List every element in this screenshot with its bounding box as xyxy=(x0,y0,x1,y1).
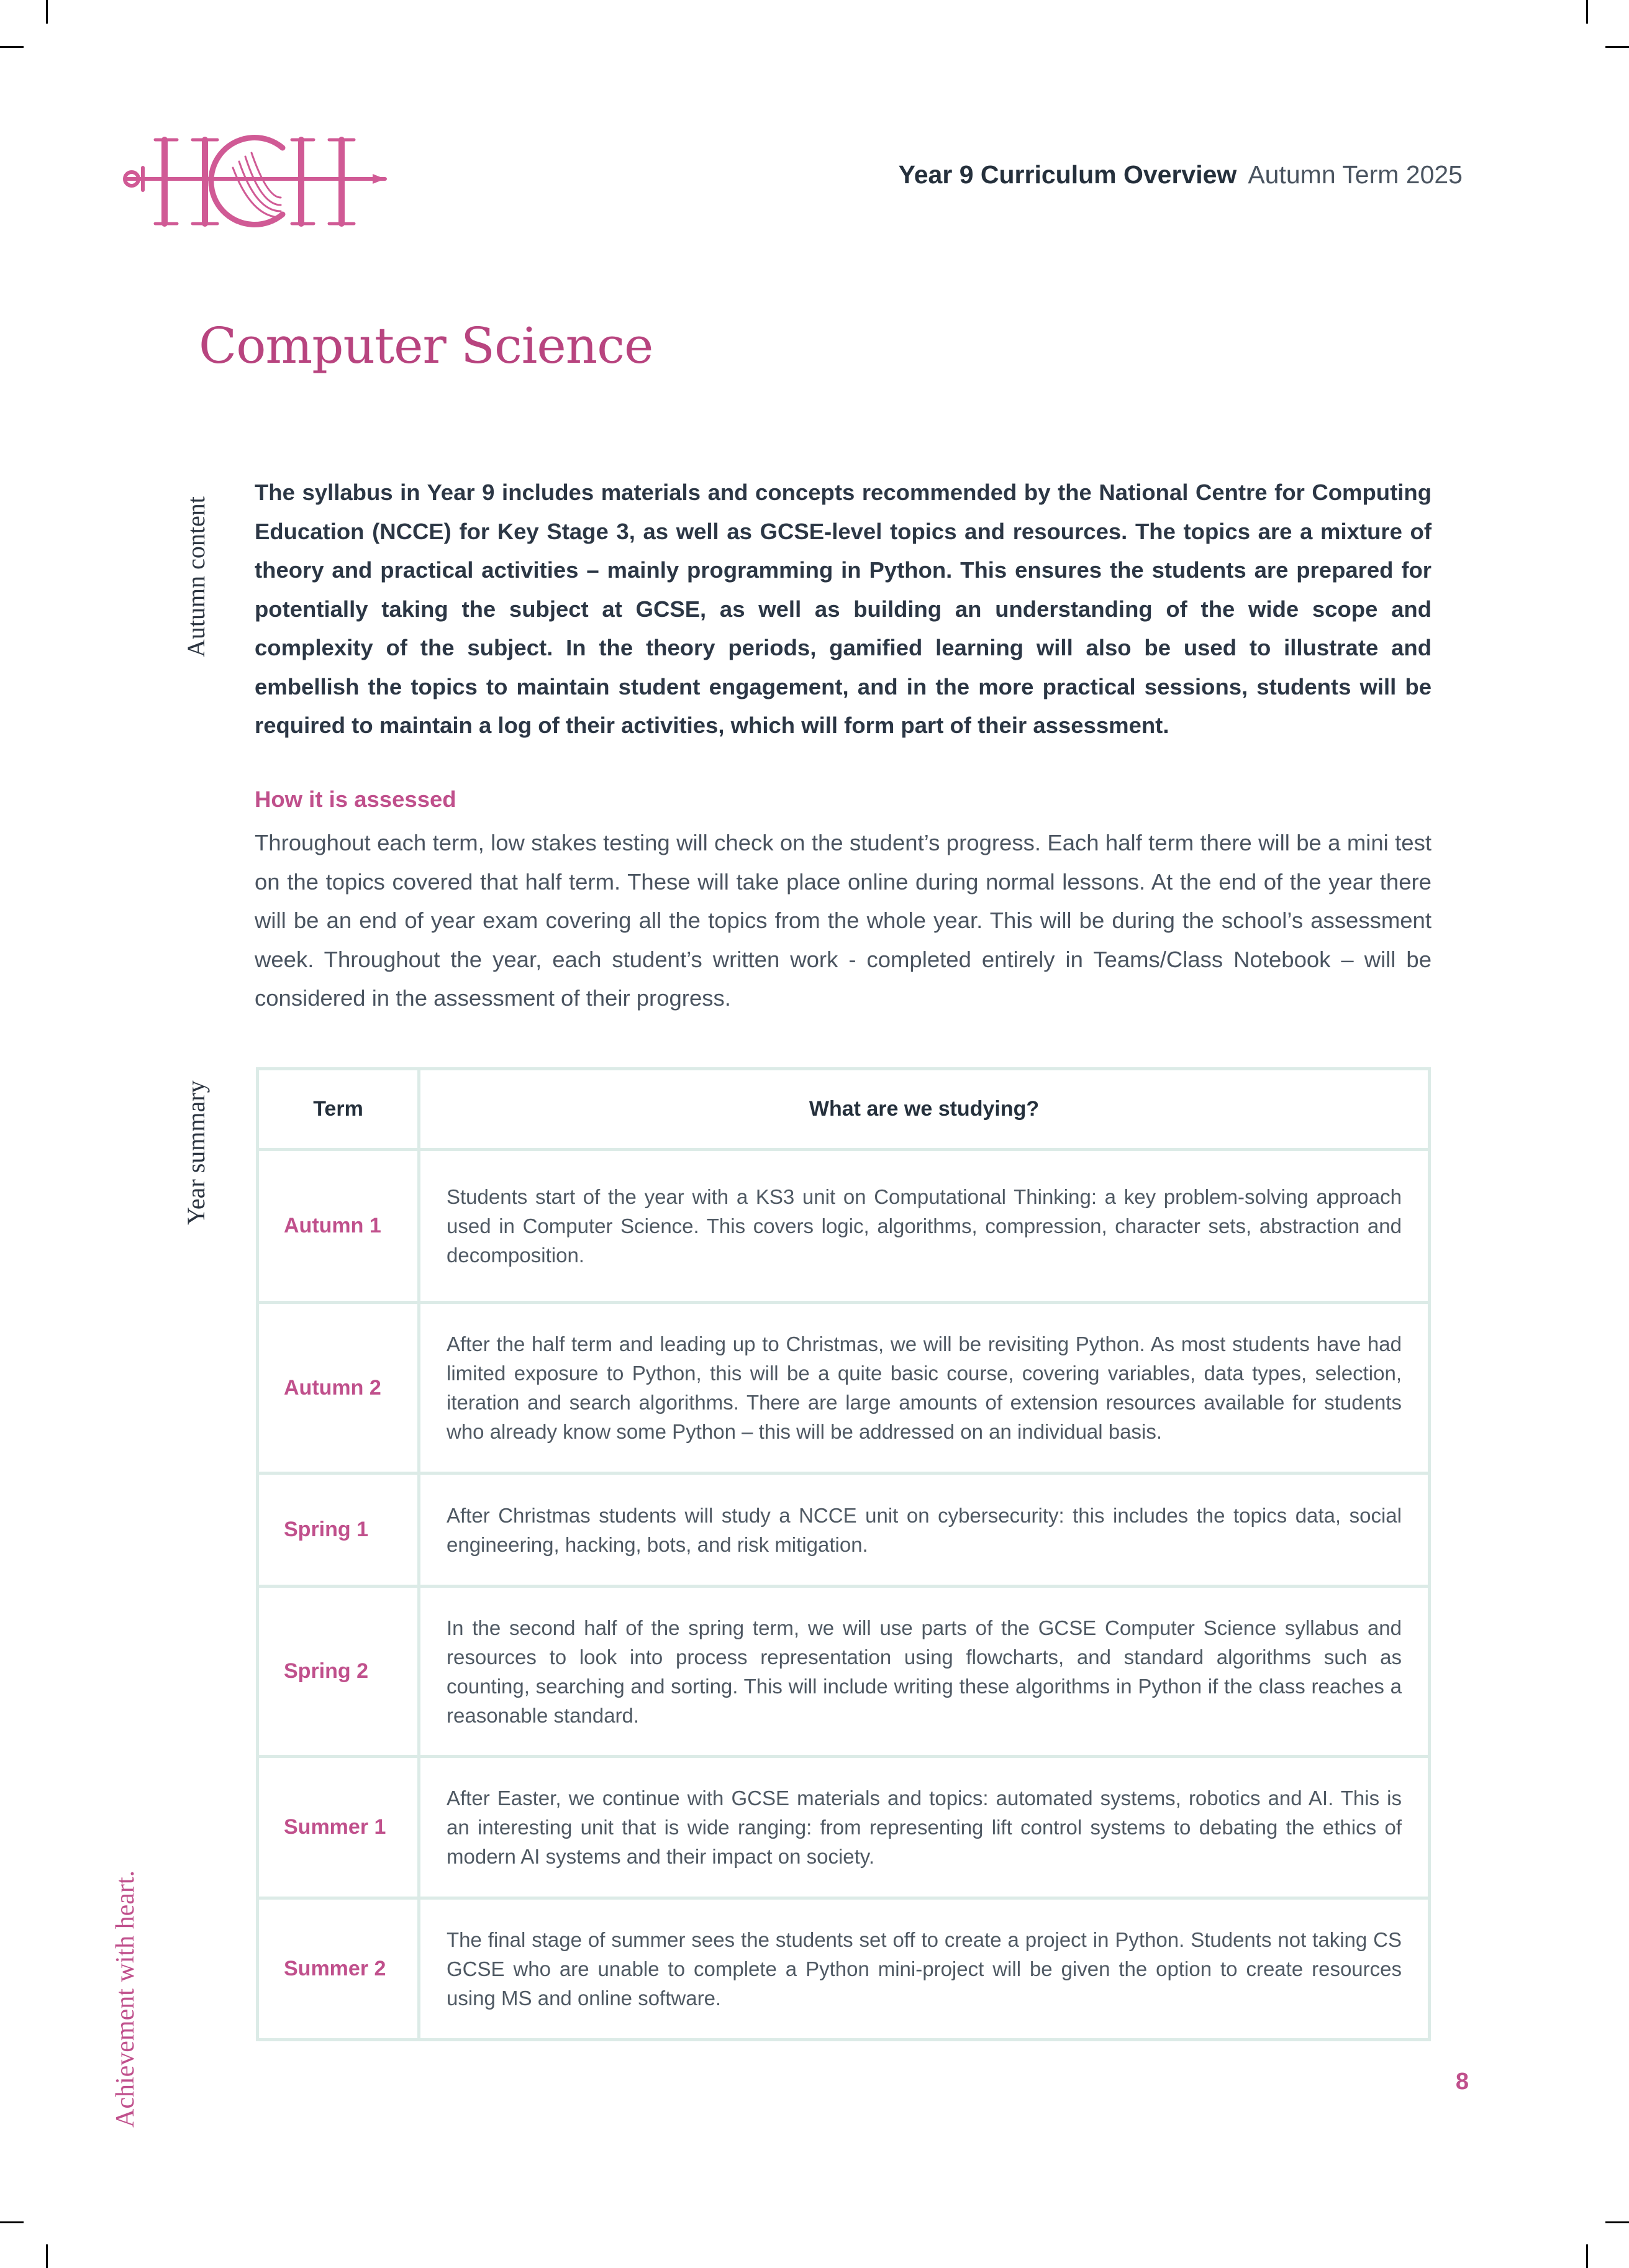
term-cell: Autumn 2 xyxy=(258,1303,419,1473)
crop-mark xyxy=(46,0,48,24)
description-cell: Students start of the year with a KS3 unit on Computational Thinking: a key problem-solving approach used in Computer Science. This covers logic, algorithms, compression, character sets, abstraction and decomposition. xyxy=(419,1150,1430,1303)
description-cell: After the half term and leading up to Christmas, we will be revisiting Python. As most students have had limited exposure to Python, this will be a quite basic course, covering variables, data types, selection, iteration and search algorithms. There are large amounts of extension resources available for students who already know some Python – this will be addressed on an individual basis. xyxy=(419,1303,1430,1473)
description-cell: After Christmas students will study a NCCE unit on cybersecurity: this includes the topics data, social engineering, hacking, bots, and risk mitigation. xyxy=(419,1473,1430,1587)
description-cell: The final stage of summer sees the students set off to create a project in Python. Students not taking CS GCSE who are unable to complete a Python mini-project will be given the option to create resources using MS and online software. xyxy=(419,1898,1430,2040)
year-summary-table xyxy=(256,1067,1431,2041)
term-cell: Spring 2 xyxy=(258,1587,419,1757)
table-row xyxy=(258,1757,1430,1898)
crop-mark xyxy=(1605,2221,1629,2223)
term-cell: Summer 1 xyxy=(258,1757,419,1898)
description-cell: After Easter, we continue with GCSE materials and topics: automated systems, robotics and AI. This is an interesting unit that is wide ranging: from representing lift control systems to debating the ethics of modern AI systems and their impact on society. xyxy=(419,1757,1430,1898)
term-cell: Summer 2 xyxy=(258,1898,419,2040)
page-number: 8 xyxy=(1455,2069,1469,2095)
side-label-tagline: Achievement with heart. xyxy=(111,1870,140,2128)
crop-mark xyxy=(1586,2244,1588,2268)
table-header-row xyxy=(258,1069,1430,1150)
description-cell: In the second half of the spring term, we will use parts of the GCSE Computer Science syllabus and resources to look into process representation using flowcharts, and standard algorithms such as counting, searching and sorting. This will include writing these algorithms in Python if the class reaches a reasonable standard. xyxy=(419,1587,1430,1757)
table-row xyxy=(258,1587,1430,1757)
page-title: Computer Science xyxy=(199,317,653,375)
document-header xyxy=(899,160,1463,189)
term-label: Autumn Term 2025 xyxy=(1248,160,1463,189)
crop-mark xyxy=(1605,46,1629,48)
assessment-paragraph: Throughout each term, low stakes testing will check on the student’s progress. Each half term there will be a mini test on the topics covered that half term. These will take place online during normal lessons. At the end of the year there will be an end of year exam covering all the topics from the whole year. This will be during the school’s assessment week. Throughout the year, each student’s written work - completed entirely in Teams/Class Notebook – will be considered in the assessment of their progress. xyxy=(255,830,1432,1011)
table-row xyxy=(258,1303,1430,1473)
school-logo xyxy=(118,124,391,233)
crop-mark xyxy=(1586,0,1588,24)
term-cell: Spring 1 xyxy=(258,1473,419,1587)
table-row xyxy=(258,1898,1430,2040)
assessment-heading: How it is assessed xyxy=(255,786,456,812)
crop-mark xyxy=(0,2221,24,2223)
crop-mark xyxy=(46,2244,48,2268)
table-row xyxy=(258,1473,1430,1587)
document-title: Year 9 Curriculum Overview xyxy=(898,160,1237,189)
term-cell: Autumn 1 xyxy=(258,1150,419,1303)
side-label-year-summary: Year summary xyxy=(182,1080,210,1225)
table-row xyxy=(258,1150,1430,1303)
side-label-autumn-content: Autumn content xyxy=(182,496,210,657)
column-header-studying: What are we studying? xyxy=(419,1069,1430,1150)
intro-paragraph: The syllabus in Year 9 includes materials and concepts recommended by the National Centre for Computing Education (NCCE) for Key Stage 3, as well as GCSE-level topics and resources. The topics are a mixture of theory and practical activities – mainly programming in Python. This ensures the students are prepared for potentially taking the subject at GCSE, as well as building an understanding of the wide scope and complexity of the subject. In the theory periods, gamified learning will also be used to illustrate and embellish the topics to maintain student engagement, and in the more practical sessions, students will be required to maintain a log of their activities, which will form part of their assessment. xyxy=(255,480,1432,738)
crop-mark xyxy=(0,46,24,48)
column-header-term: Term xyxy=(258,1069,419,1150)
